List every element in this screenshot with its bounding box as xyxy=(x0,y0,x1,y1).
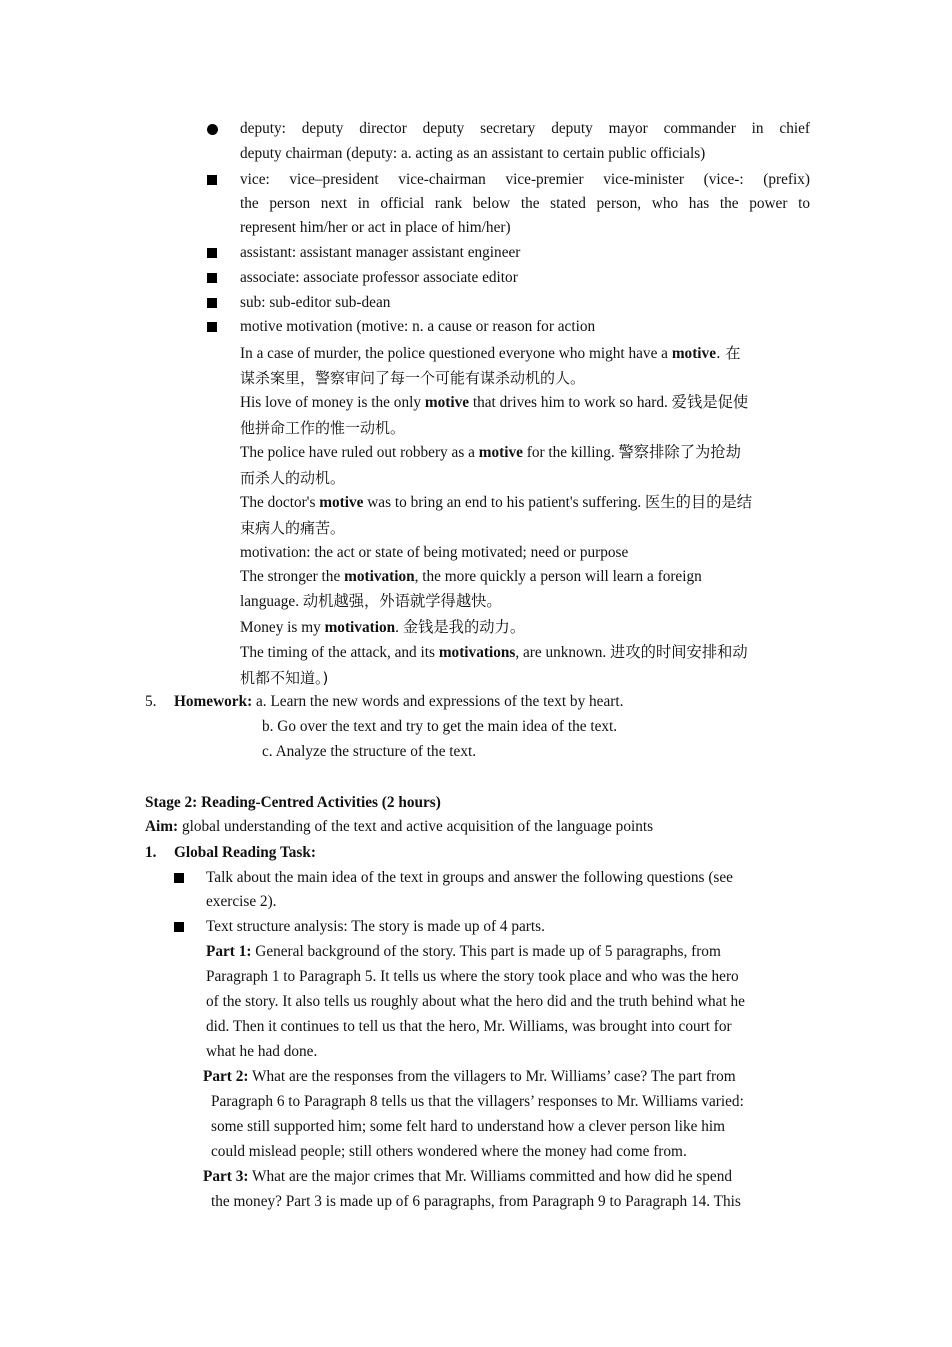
part-3-line-2: the money? Part 3 is made up of 6 paragraphs, from Paragraph 9 to Paragraph 14. This xyxy=(211,1193,741,1210)
square-bullet-icon xyxy=(207,322,217,332)
square-bullet-icon xyxy=(174,873,184,883)
part-1-line-2: Paragraph 1 to Paragraph 5. It tells us where the story took place and who was the hero xyxy=(206,968,739,985)
part-2-line-2: Paragraph 6 to Paragraph 8 tells us that the villagers’ responses to Mr. Williams varied: xyxy=(211,1093,744,1110)
associate-line: associate: associate professor associate editor xyxy=(240,269,518,286)
vice-line-3: represent him/her or act in place of him/her) xyxy=(240,219,511,236)
motive-example-3: The police have ruled out robbery as a motive for the killing. 警察排除了为抢劫 xyxy=(240,444,741,461)
stage-2-aim: Aim: global understanding of the text and active acquisition of the language points xyxy=(145,818,654,835)
square-bullet-icon xyxy=(207,175,217,185)
assistant-line: assistant: assistant manager assistant engineer xyxy=(240,244,521,261)
square-bullet-icon xyxy=(174,922,184,932)
motive-example-4-zh: 束病人的痛苦。 xyxy=(240,519,346,537)
square-bullet-icon xyxy=(207,273,217,283)
round-bullet-icon xyxy=(207,124,218,135)
deputy-line-1: deputy: deputy director deputy secretary deputy mayor commander in chief xyxy=(240,120,810,137)
sub-line: sub: sub-editor sub-dean xyxy=(240,294,391,311)
motivation-example-3: The timing of the attack, and its motivations, are unknown. 进攻的时间安排和动 xyxy=(240,644,748,661)
motivation-example-1-zh: language. 动机越强，外语就学得越快。 xyxy=(240,593,502,610)
part-2-line-4: could mislead people; still others wondered where the money had come from. xyxy=(211,1143,687,1160)
motive-example-3-zh: 而杀人的动机。 xyxy=(240,469,346,487)
vice-line-2: the person next in official rank below the stated person, who has the power to xyxy=(240,195,810,212)
motive-example-4: The doctor's motive was to bring an end to his patient's suffering. 医生的目的是结 xyxy=(240,494,753,511)
vice-line-1: vice: vice–president vice-chairman vice-premier vice-minister (vice-: (prefix) xyxy=(240,171,810,188)
part-2-line-1: Part 2: What are the responses from the villagers to Mr. Williams’ case? The part from xyxy=(203,1068,736,1085)
homework-item-c: c. Analyze the structure of the text. xyxy=(262,743,477,760)
homework-item-b: b. Go over the text and try to get the main idea of the text. xyxy=(262,718,618,735)
motive-example-2: His love of money is the only motive that drives him to work so hard. 爱钱是促使 xyxy=(240,394,749,411)
motivation-example-2: Money is my motivation. 金钱是我的动力。 xyxy=(240,619,526,636)
square-bullet-icon xyxy=(207,248,217,258)
global-reading-task-number: 1. xyxy=(145,844,157,861)
square-bullet-icon xyxy=(207,298,217,308)
task-item-1-line-2: exercise 2). xyxy=(206,893,277,910)
part-1-line-1: Part 1: General background of the story. This part is made up of 5 paragraphs, from xyxy=(206,943,721,960)
part-1-line-5: what he had done. xyxy=(206,1043,318,1060)
motive-example-1: In a case of murder, the police questioned everyone who might have a motive. 在 xyxy=(240,344,741,362)
deputy-line-2: deputy chairman (deputy: a. acting as an assistant to certain public officials) xyxy=(240,145,706,162)
part-3-line-1: Part 3: What are the major crimes that Mr. Williams committed and how did he spend xyxy=(203,1168,732,1185)
motive-head: motive motivation (motive: n. a cause or reason for action xyxy=(240,318,596,335)
homework-number: 5. xyxy=(145,693,157,710)
homework-item-a: Homework: a. Learn the new words and expressions of the text by heart. xyxy=(174,693,624,710)
motivation-example-1: The stronger the motivation, the more quickly a person will learn a foreign xyxy=(240,568,702,585)
part-1-line-4: did. Then it continues to tell us that the hero, Mr. Williams, was brought into court for xyxy=(206,1018,732,1035)
part-1-line-3: of the story. It also tells us roughly about what the hero did and the truth behind what he xyxy=(206,993,745,1010)
motive-example-1-zh: 谋杀案里，警察审问了每一个可能有谋杀动机的人。 xyxy=(240,369,586,387)
stage-2-title: Stage 2: Reading-Centred Activities (2 hours) xyxy=(145,794,441,811)
motive-example-2-zh: 他拼命工作的惟一动机。 xyxy=(240,419,406,437)
global-reading-task-title: Global Reading Task: xyxy=(174,844,316,861)
motivation-example-3-zh: 机都不知道。) xyxy=(240,669,329,687)
task-item-1-line-1: Talk about the main idea of the text in groups and answer the following questions (see xyxy=(206,869,733,886)
part-2-line-3: some still supported him; some felt hard to understand how a clever person like him xyxy=(211,1118,726,1135)
task-item-2-line-1: Text structure analysis: The story is made up of 4 parts. xyxy=(206,918,545,935)
motivation-definition: motivation: the act or state of being motivated; need or purpose xyxy=(240,544,629,561)
